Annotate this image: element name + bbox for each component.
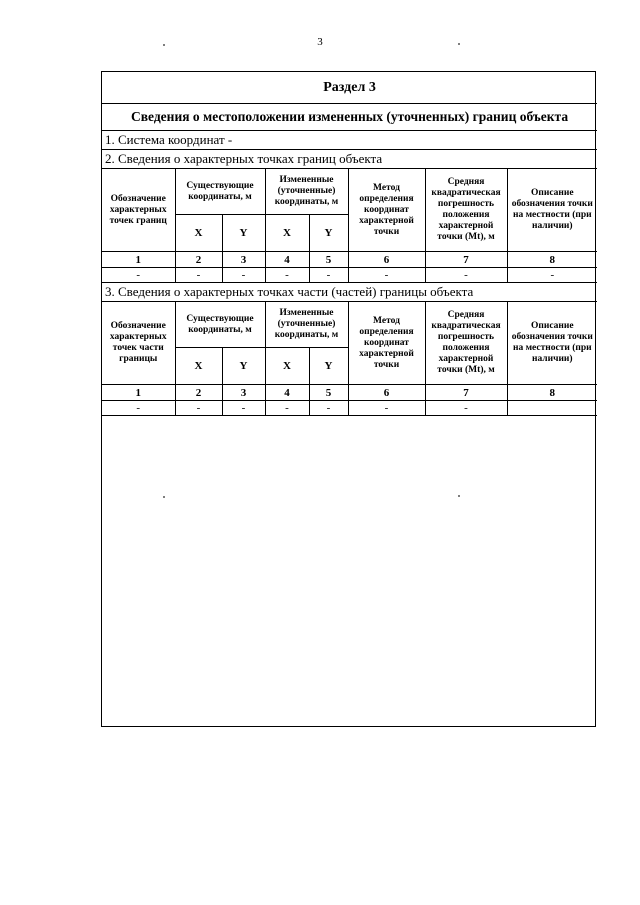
table2-col-changed: Измененные (уточненные) координаты, м — [265, 302, 348, 348]
table1-cell: - — [102, 268, 175, 283]
table2-cell: - — [309, 401, 348, 416]
section-table — [102, 72, 597, 416]
table1-col-error: Средняя квадратическая погрешность положения характерной точки (Mt), м — [425, 169, 507, 252]
table1-cell: - — [348, 268, 425, 283]
table2-x-changed: X — [265, 348, 309, 385]
table1-x-existing: X — [175, 215, 222, 252]
table2-colnum: 4 — [265, 385, 309, 401]
table1-colnum: 8 — [507, 252, 597, 268]
table2-y-changed: Y — [309, 348, 348, 385]
table1-col-description: Описание обозначения точки на местности (при наличии) — [507, 169, 597, 252]
table1-colnum: 3 — [222, 252, 265, 268]
table2-col-error: Средняя квадратическая погрешность положения характерной точки (Mt), м — [425, 302, 507, 385]
table2-x-existing: X — [175, 348, 222, 385]
table2-cell: - — [348, 401, 425, 416]
table2-cell: - — [425, 401, 507, 416]
table2-colnum: 6 — [348, 385, 425, 401]
table1-colnum: 6 — [348, 252, 425, 268]
table2-colnum: 1 — [102, 385, 175, 401]
table2-cell: - — [222, 401, 265, 416]
table2-colnum: 2 — [175, 385, 222, 401]
table1-cell: - — [175, 268, 222, 283]
section-title: Раздел 3 — [102, 72, 597, 104]
section-frame — [101, 71, 596, 727]
table1-cell: - — [309, 268, 348, 283]
table2-col-designation: Обозначение характерных точек части границы — [102, 302, 175, 385]
page-number: 3 — [317, 36, 323, 48]
table2-cell: - — [175, 401, 222, 416]
table1-colnum: 4 — [265, 252, 309, 268]
table1-heading: 2. Сведения о характерных точках границ объекта — [102, 150, 597, 169]
section-subtitle: Сведения о местоположении измененных (уточненных) границ объекта — [102, 104, 597, 131]
table1-col-changed: Измененные (уточненные) координаты, м — [265, 169, 348, 215]
table1-col-designation: Обозначение характерных точек границ — [102, 169, 175, 252]
table1-colnum: 1 — [102, 252, 175, 268]
table2-colnum: 5 — [309, 385, 348, 401]
table2-cell — [507, 401, 597, 416]
table1-colnum: 7 — [425, 252, 507, 268]
table1-col-method: Метод определения координат характерной точки — [348, 169, 425, 252]
scan-speck — [458, 43, 460, 45]
table2-col-existing: Существующие координаты, м — [175, 302, 265, 348]
table1-y-existing: Y — [222, 215, 265, 252]
table1-cell: - — [425, 268, 507, 283]
table1-colnum: 5 — [309, 252, 348, 268]
table2-col-description: Описание обозначения точки на местности (при наличии) — [507, 302, 597, 385]
table1-cell: - — [507, 268, 597, 283]
table2-heading: 3. Сведения о характерных точках части (частей) границы объекта — [102, 283, 597, 302]
table2-col-method: Метод определения координат характерной точки — [348, 302, 425, 385]
table1-y-changed: Y — [309, 215, 348, 252]
table2-cell: - — [102, 401, 175, 416]
table1-cell: - — [265, 268, 309, 283]
table1-col-existing: Существующие координаты, м — [175, 169, 265, 215]
table2-colnum: 8 — [507, 385, 597, 401]
table2-colnum: 7 — [425, 385, 507, 401]
table1-colnum: 2 — [175, 252, 222, 268]
table2-y-existing: Y — [222, 348, 265, 385]
coordinate-system-line: 1. Система координат - — [102, 131, 597, 150]
table2-cell: - — [265, 401, 309, 416]
table1-cell: - — [222, 268, 265, 283]
scan-speck — [163, 44, 165, 46]
table2-colnum: 3 — [222, 385, 265, 401]
table1-x-changed: X — [265, 215, 309, 252]
